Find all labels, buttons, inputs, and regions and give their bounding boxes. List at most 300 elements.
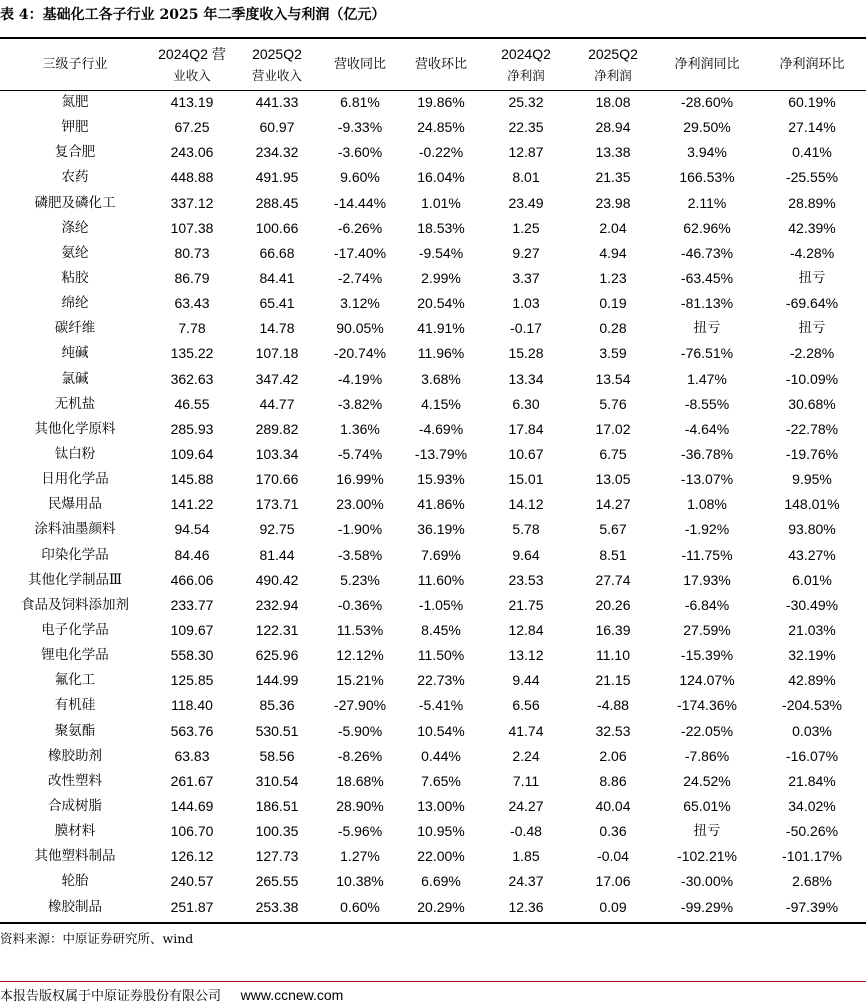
subindustry-name: 橡胶助剂 bbox=[48, 747, 102, 764]
subindustry-name: 改性塑料 bbox=[48, 772, 102, 789]
subindustry-name: 涂料油墨颜料 bbox=[34, 521, 116, 538]
table-cell: -204.53% bbox=[782, 697, 842, 714]
table-cell: 106.70 bbox=[170, 823, 214, 840]
table-cell: -0.17 bbox=[510, 320, 542, 337]
table-cell: 166.53% bbox=[679, 169, 735, 186]
table-cell: 32.53 bbox=[595, 722, 631, 739]
table-cell: -76.51% bbox=[680, 345, 734, 362]
table-cell: 1.47% bbox=[687, 370, 727, 387]
table-cell: -22.78% bbox=[785, 420, 839, 437]
subindustry-name: 民爆用品 bbox=[48, 496, 102, 513]
table-cell: -4.19% bbox=[337, 370, 383, 387]
table-cell: 65.41 bbox=[259, 295, 295, 312]
table-cell: 251.87 bbox=[170, 898, 214, 915]
subindustry-name: 印染化学品 bbox=[41, 546, 109, 563]
table-header-row bbox=[0, 40, 866, 90]
table-body bbox=[0, 90, 866, 920]
table-cell: 16.04% bbox=[417, 169, 465, 186]
table-cell: 扭亏 bbox=[798, 270, 826, 287]
table-cell: 93.80% bbox=[788, 521, 836, 538]
table-cell: 186.51 bbox=[255, 798, 299, 814]
table-cell: 11.60% bbox=[417, 571, 465, 588]
table-cell: -4.88 bbox=[597, 697, 629, 714]
table-cell: 81.44 bbox=[259, 546, 295, 563]
table-cell: 3.59 bbox=[599, 345, 627, 362]
table-cell: 27.14% bbox=[788, 119, 836, 136]
column-header-6 bbox=[570, 40, 656, 90]
table-cell: -97.39% bbox=[785, 898, 839, 915]
table-cell: 0.09 bbox=[599, 898, 627, 915]
column-header-line2: 净利润 bbox=[507, 68, 545, 83]
table-cell: -4.64% bbox=[684, 420, 730, 437]
column-header-2 bbox=[234, 40, 320, 90]
table-cell: 20.29% bbox=[417, 898, 465, 915]
table-caption: 表 4：基础化工各子行业 2025 年二季度收入与利润（亿元） bbox=[0, 7, 386, 23]
table-cell: 170.66 bbox=[255, 471, 299, 488]
table-cell: 65.01% bbox=[683, 798, 731, 814]
table-row bbox=[0, 693, 866, 718]
table-cell: 21.15 bbox=[595, 672, 631, 689]
table-cell: 347.42 bbox=[255, 370, 299, 387]
table-cell: 23.00% bbox=[336, 496, 384, 513]
table-cell: 21.03% bbox=[788, 622, 836, 639]
table-cell: 490.42 bbox=[255, 571, 299, 588]
table-cell: -5.90% bbox=[337, 722, 383, 739]
table-cell: 9.60% bbox=[340, 169, 380, 186]
table-cell: 23.53 bbox=[508, 571, 544, 588]
table-cell: 124.07% bbox=[679, 672, 735, 689]
table-cell: 7.65% bbox=[421, 772, 461, 789]
subindustry-name: 复合肥 bbox=[54, 144, 96, 161]
column-header-7: 净利润同比 bbox=[674, 57, 740, 72]
table-cell: 62.96% bbox=[683, 219, 731, 236]
table-cell: 5.78 bbox=[512, 521, 540, 538]
table-cell: 100.35 bbox=[255, 823, 299, 840]
table-cell: 40.04 bbox=[595, 798, 631, 814]
table-cell: -46.73% bbox=[680, 244, 734, 261]
table-row bbox=[0, 543, 866, 568]
table-cell: 107.38 bbox=[170, 219, 214, 236]
table-cell: 14.78 bbox=[259, 320, 295, 337]
table-row bbox=[0, 191, 866, 216]
table-cell: 125.85 bbox=[170, 672, 214, 689]
table-cell: -1.92% bbox=[684, 521, 730, 538]
table-cell: 141.22 bbox=[170, 496, 214, 513]
table-cell: 67.25 bbox=[174, 119, 210, 136]
footer-rule bbox=[0, 981, 866, 982]
column-header-line1: 2024Q2 bbox=[501, 46, 551, 62]
table-row bbox=[0, 417, 866, 442]
table-cell: 107.18 bbox=[255, 345, 299, 362]
subindustry-name: 磷肥及磷化工 bbox=[34, 194, 116, 211]
table-cell: 3.37 bbox=[512, 270, 540, 287]
table-row bbox=[0, 844, 866, 869]
table-cell: 15.93% bbox=[417, 471, 465, 488]
footer-copyright: 本报告版权属于中原证券股份有限公司 bbox=[0, 989, 222, 1004]
table-cell: 337.12 bbox=[170, 194, 214, 211]
table-cell: 2.24 bbox=[512, 747, 540, 764]
table-cell: -13.07% bbox=[680, 471, 734, 488]
table-cell: 22.73% bbox=[417, 672, 465, 689]
table-cell: 84.41 bbox=[259, 270, 295, 287]
table-cell: 13.38 bbox=[595, 144, 631, 161]
table-cell: 288.45 bbox=[255, 194, 299, 211]
subindustry-name: 绵纶 bbox=[61, 295, 89, 312]
table-cell: -8.55% bbox=[684, 395, 730, 412]
subindustry-name: 农药 bbox=[61, 169, 89, 186]
table-cell: 42.39% bbox=[788, 219, 836, 236]
table-cell: 20.26 bbox=[595, 596, 631, 613]
column-header-line2: 营业收入 bbox=[251, 68, 302, 83]
page-footer bbox=[0, 986, 343, 1005]
table-cell: 122.31 bbox=[255, 622, 299, 639]
table-cell: 43.27% bbox=[788, 546, 836, 563]
table-cell: 11.53% bbox=[336, 622, 384, 639]
table-cell: 22.35 bbox=[508, 119, 544, 136]
table-cell: -14.44% bbox=[333, 194, 387, 211]
table-cell: -7.86% bbox=[684, 747, 730, 764]
table-cell: 41.74 bbox=[508, 722, 544, 739]
table-cell: 14.27 bbox=[595, 496, 631, 513]
subindustry-name: 橡胶制品 bbox=[48, 898, 102, 915]
table-row bbox=[0, 140, 866, 165]
table-cell: 240.57 bbox=[170, 873, 214, 890]
subindustry-name: 氮肥 bbox=[61, 94, 89, 111]
table-cell: 20.54% bbox=[417, 295, 465, 312]
table-cell: 92.75 bbox=[259, 521, 295, 538]
table-cell: 0.60% bbox=[340, 898, 380, 915]
table-cell: -6.26% bbox=[337, 219, 383, 236]
table-cell: 5.76 bbox=[599, 395, 627, 412]
table-cell: -2.74% bbox=[337, 270, 383, 287]
table-cell: -8.26% bbox=[337, 747, 383, 764]
table-cell: 13.05 bbox=[595, 471, 631, 488]
table-cell: 1.01% bbox=[421, 194, 461, 211]
table-cell: 24.37 bbox=[508, 873, 544, 890]
table-cell: 127.73 bbox=[255, 848, 299, 865]
table-cell: 60.97 bbox=[259, 119, 295, 136]
table-cell: -20.74% bbox=[333, 345, 387, 362]
subindustry-name: 其他化学原料 bbox=[34, 420, 116, 437]
table-cell: -13.79% bbox=[414, 446, 468, 463]
table-cell: 530.51 bbox=[255, 722, 299, 739]
table-row bbox=[0, 90, 866, 115]
table-row bbox=[0, 291, 866, 316]
table-cell: 9.95% bbox=[792, 471, 832, 488]
table-cell: 44.77 bbox=[259, 395, 295, 412]
table-cell: 8.51 bbox=[599, 546, 627, 563]
table-row bbox=[0, 442, 866, 467]
table-cell: 6.75 bbox=[599, 446, 627, 463]
table-row bbox=[0, 719, 866, 744]
table-bottom-rule bbox=[0, 922, 866, 924]
table-cell: 85.36 bbox=[259, 697, 295, 714]
table-row bbox=[0, 367, 866, 392]
table-cell: 15.21% bbox=[336, 672, 384, 689]
table-row bbox=[0, 241, 866, 266]
table-cell: 90.05% bbox=[336, 320, 384, 337]
subindustry-name: 食品及饲料添加剂 bbox=[21, 596, 129, 613]
subindustry-name: 合成树脂 bbox=[48, 798, 102, 814]
table-row bbox=[0, 165, 866, 190]
table-cell: 466.06 bbox=[170, 571, 214, 588]
table-cell: 9.27 bbox=[512, 244, 540, 261]
table-cell: 261.67 bbox=[170, 772, 214, 789]
table-cell: 41.86% bbox=[417, 496, 465, 513]
table-cell: -4.69% bbox=[418, 420, 464, 437]
subindustry-name: 轮胎 bbox=[61, 873, 89, 890]
table-cell: 285.93 bbox=[170, 420, 214, 437]
revenue-profit-table bbox=[0, 40, 866, 920]
table-cell: 17.93% bbox=[683, 571, 731, 588]
table-cell: 19.86% bbox=[417, 94, 465, 111]
table-cell: 1.27% bbox=[340, 848, 380, 865]
table-cell: 118.40 bbox=[171, 697, 213, 714]
table-cell: 7.69% bbox=[421, 546, 461, 563]
table-cell: 23.98 bbox=[595, 194, 631, 211]
table-cell: 21.84% bbox=[788, 772, 836, 789]
table-row bbox=[0, 492, 866, 517]
table-cell: 12.87 bbox=[508, 144, 544, 161]
table-row bbox=[0, 643, 866, 668]
table-cell: -27.90% bbox=[333, 697, 387, 714]
table-cell: 14.12 bbox=[508, 496, 544, 513]
table-cell: -50.26% bbox=[785, 823, 839, 840]
table-cell: 0.44% bbox=[421, 747, 461, 764]
column-header-line2: 业收入 bbox=[173, 68, 211, 83]
table-cell: 66.68 bbox=[259, 244, 295, 261]
column-header-8: 净利润环比 bbox=[779, 57, 845, 72]
table-cell: 6.30 bbox=[512, 395, 540, 412]
table-cell: 17.02 bbox=[595, 420, 631, 437]
table-cell: 63.43 bbox=[174, 295, 210, 312]
table-row bbox=[0, 819, 866, 844]
table-cell: 2.99% bbox=[421, 270, 461, 287]
table-cell: -36.78% bbox=[680, 446, 734, 463]
table-cell: 32.19% bbox=[788, 647, 836, 664]
table-cell: 448.88 bbox=[170, 169, 214, 186]
table-cell: 109.67 bbox=[170, 622, 214, 639]
table-cell: 6.69% bbox=[421, 873, 461, 890]
table-cell: 1.85 bbox=[512, 848, 540, 865]
table-cell: 5.67 bbox=[599, 521, 627, 538]
table-cell: 21.75 bbox=[508, 596, 544, 613]
table-row bbox=[0, 618, 866, 643]
table-cell: 15.28 bbox=[508, 345, 544, 362]
table-cell: 15.01 bbox=[508, 471, 544, 488]
table-cell: 413.19 bbox=[170, 94, 214, 111]
subindustry-name: 纯碱 bbox=[61, 345, 89, 362]
table-cell: 21.35 bbox=[595, 169, 631, 186]
table-cell: 扭亏 bbox=[693, 320, 721, 337]
table-cell: 12.84 bbox=[508, 622, 544, 639]
column-header-1 bbox=[150, 40, 234, 90]
table-cell: 558.30 bbox=[170, 647, 214, 664]
table-cell: 265.55 bbox=[255, 873, 299, 890]
column-header-line1: 2024Q2 营 bbox=[158, 46, 226, 62]
table-cell: 6.56 bbox=[512, 697, 540, 714]
table-cell: -16.07% bbox=[785, 747, 839, 764]
table-cell: -25.55% bbox=[785, 169, 839, 186]
subindustry-name: 氨纶 bbox=[61, 244, 89, 261]
table-cell: 18.53% bbox=[417, 219, 465, 236]
table-cell: 4.94 bbox=[599, 244, 627, 261]
subindustry-name: 氟化工 bbox=[54, 672, 96, 689]
table-cell: 3.94% bbox=[687, 144, 727, 161]
table-cell: 362.63 bbox=[170, 370, 214, 387]
table-cell: 1.23 bbox=[599, 270, 627, 287]
table-cell: 42.89% bbox=[788, 672, 836, 689]
table-cell: -9.54% bbox=[418, 244, 464, 261]
table-cell: 253.38 bbox=[255, 898, 299, 915]
table-top-rule bbox=[0, 37, 866, 39]
column-header-line1: 2025Q2 bbox=[588, 46, 638, 62]
table-cell: -63.45% bbox=[680, 270, 734, 287]
subindustry-name: 其他塑料制品 bbox=[34, 848, 116, 865]
column-header-4: 营收环比 bbox=[414, 57, 467, 72]
table-cell: 4.15% bbox=[421, 395, 461, 412]
subindustry-name: 粘胶 bbox=[61, 270, 89, 287]
table-cell: 46.55 bbox=[174, 395, 210, 412]
footer-website-link[interactable]: www.ccnew.com bbox=[240, 987, 344, 1003]
table-cell: 58.56 bbox=[259, 747, 295, 764]
table-cell: -1.05% bbox=[418, 596, 464, 613]
table-cell: 126.12 bbox=[170, 848, 214, 865]
table-cell: 173.71 bbox=[255, 496, 299, 513]
table-cell: 84.46 bbox=[174, 546, 210, 563]
table-cell: 625.96 bbox=[255, 647, 299, 664]
table-cell: 491.95 bbox=[255, 169, 299, 186]
table-cell: 34.02% bbox=[788, 798, 836, 814]
table-cell: 7.78 bbox=[178, 320, 206, 337]
table-cell: -0.22% bbox=[418, 144, 464, 161]
table-cell: -3.60% bbox=[337, 144, 383, 161]
table-cell: 16.99% bbox=[336, 471, 384, 488]
table-cell: -3.82% bbox=[337, 395, 383, 412]
subindustry-name: 锂电化学品 bbox=[41, 647, 109, 664]
table-cell: 8.01 bbox=[512, 169, 540, 186]
table-cell: 234.32 bbox=[255, 144, 299, 161]
table-row bbox=[0, 467, 866, 492]
table-cell: 103.34 bbox=[255, 446, 299, 463]
table-row bbox=[0, 794, 866, 819]
table-cell: -17.40% bbox=[333, 244, 387, 261]
table-cell: 11.50% bbox=[417, 647, 465, 664]
table-cell: 24.52% bbox=[683, 772, 731, 789]
table-cell: 27.59% bbox=[683, 622, 731, 639]
table-cell: 扭亏 bbox=[798, 320, 826, 337]
subindustry-name: 日用化学品 bbox=[41, 471, 109, 488]
table-cell: 17.84 bbox=[508, 420, 544, 437]
subindustry-name: 电子化学品 bbox=[41, 622, 109, 639]
table-cell: -2.28% bbox=[789, 345, 835, 362]
subindustry-name: 其他化学制品Ⅲ bbox=[27, 571, 123, 588]
table-cell: 135.22 bbox=[170, 345, 214, 362]
table-cell: -174.36% bbox=[677, 697, 737, 714]
table-cell: -102.21% bbox=[677, 848, 737, 865]
table-cell: -0.48 bbox=[510, 823, 542, 840]
table-row bbox=[0, 869, 866, 894]
table-cell: 100.66 bbox=[255, 219, 299, 236]
table-cell: 109.64 bbox=[170, 446, 214, 463]
table-cell: 145.88 bbox=[170, 471, 214, 488]
subindustry-name: 有机硅 bbox=[54, 697, 96, 714]
table-cell: 36.19% bbox=[417, 521, 465, 538]
table-cell: 289.82 bbox=[255, 420, 299, 437]
table-cell: -22.05% bbox=[680, 722, 734, 739]
table-cell: -30.00% bbox=[680, 873, 734, 890]
table-row bbox=[0, 895, 866, 920]
table-cell: -5.74% bbox=[337, 446, 383, 463]
table-row bbox=[0, 517, 866, 542]
table-cell: 563.76 bbox=[170, 722, 214, 739]
table-cell: 0.03% bbox=[792, 722, 832, 739]
subindustry-name: 无机盐 bbox=[54, 395, 96, 412]
table-cell: 29.50% bbox=[683, 119, 731, 136]
table-cell: 30.68% bbox=[788, 395, 836, 412]
subindustry-name: 膜材料 bbox=[54, 823, 96, 840]
table-row bbox=[0, 341, 866, 366]
table-cell: 0.36 bbox=[599, 823, 627, 840]
table-cell: 1.25 bbox=[512, 219, 540, 236]
table-cell: 18.68% bbox=[336, 772, 384, 789]
subindustry-name: 钛白粉 bbox=[54, 446, 96, 463]
table-cell: 16.39 bbox=[595, 622, 631, 639]
table-cell: 0.28 bbox=[599, 320, 627, 337]
table-cell: -10.09% bbox=[785, 370, 839, 387]
table-cell: 0.19 bbox=[599, 295, 627, 312]
table-cell: 144.99 bbox=[255, 672, 299, 689]
table-cell: 41.91% bbox=[417, 320, 465, 337]
table-cell: 148.01% bbox=[784, 496, 840, 513]
table-cell: 6.81% bbox=[340, 94, 380, 111]
table-cell: 441.33 bbox=[255, 94, 299, 111]
data-source-note: 资料来源：中原证券研究所、wind bbox=[0, 931, 194, 946]
column-header-line1: 2025Q2 bbox=[252, 46, 302, 62]
table-cell: 86.79 bbox=[174, 270, 210, 287]
table-cell: -6.84% bbox=[684, 596, 730, 613]
subindustry-name: 聚氨酯 bbox=[54, 722, 96, 739]
table-cell: 13.34 bbox=[508, 370, 544, 387]
table-cell: 233.77 bbox=[170, 596, 214, 613]
table-row bbox=[0, 568, 866, 593]
table-cell: 8.45% bbox=[421, 622, 461, 639]
table-cell: -0.04 bbox=[597, 848, 629, 865]
table-cell: 243.06 bbox=[170, 144, 214, 161]
table-cell: 3.12% bbox=[340, 295, 380, 312]
table-cell: 94.54 bbox=[174, 521, 210, 538]
table-cell: 144.69 bbox=[170, 798, 214, 814]
table-row bbox=[0, 316, 866, 341]
table-cell: 13.54 bbox=[595, 370, 631, 387]
table-cell: 10.95% bbox=[417, 823, 465, 840]
table-cell: 扭亏 bbox=[693, 823, 721, 840]
table-cell: -28.60% bbox=[680, 94, 734, 111]
table-cell: 23.49 bbox=[508, 194, 544, 211]
table-cell: 27.74 bbox=[595, 571, 631, 588]
table-cell: 25.32 bbox=[508, 94, 544, 111]
subindustry-name: 钾肥 bbox=[61, 119, 89, 136]
table-cell: -5.41% bbox=[418, 697, 464, 714]
table-cell: 12.12% bbox=[336, 647, 384, 664]
table-cell: 0.41% bbox=[792, 144, 832, 161]
table-cell: -11.75% bbox=[681, 546, 733, 563]
table-row bbox=[0, 668, 866, 693]
table-cell: 13.12 bbox=[508, 647, 544, 664]
table-row bbox=[0, 769, 866, 794]
table-cell: 22.00% bbox=[417, 848, 465, 865]
table-cell: 13.00% bbox=[417, 798, 465, 814]
